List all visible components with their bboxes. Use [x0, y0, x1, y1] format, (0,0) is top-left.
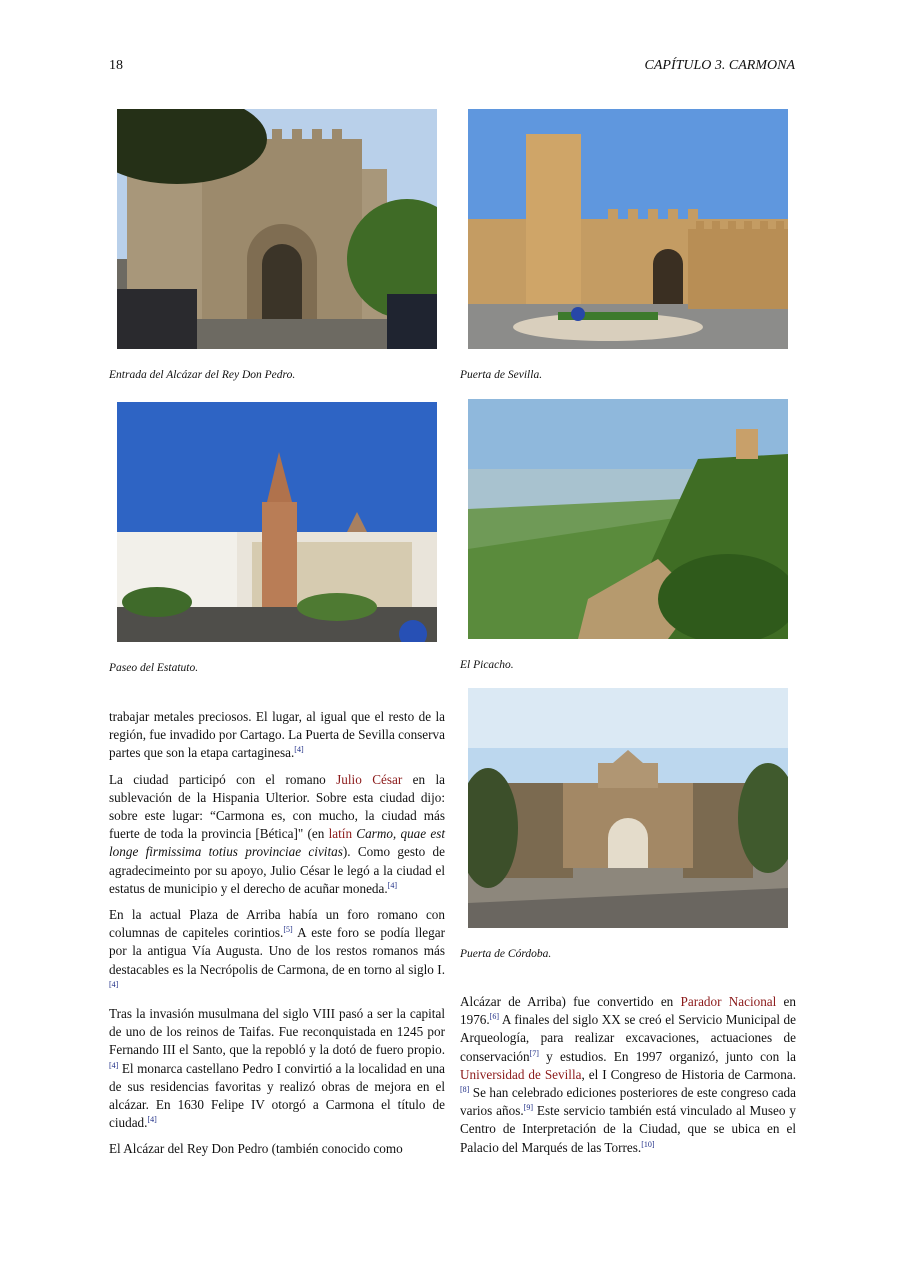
figure-caption: Puerta de Sevilla. [460, 369, 543, 381]
citation-link[interactable]: [9] [523, 1103, 533, 1113]
paragraph-muslim-invasion: Tras la invasión musulmana del siglo VIII pasó a ser la capital de uno de los reinos de Taifas. Fue reconquistada en 1245 por Fernando III el Santo, que la repobló y la dotó de fuero propio.[4] El monarca castellano Pedro I convirtió a la localidad en una de sus residencias favoritas y realizó obras de mejora en el alcázar. En 1630 Felipe IV otorgó a Carmona el título de ciudad.[4] [109, 1006, 445, 1131]
figure-caption: Paseo del Estatuto. [109, 662, 199, 674]
paragraph-alcazar: El Alcázar del Rey Don Pedro (también conocido como [109, 1141, 403, 1157]
citation-link[interactable]: [6] [489, 1012, 499, 1022]
citation-link[interactable]: [10] [641, 1139, 655, 1149]
latin-link[interactable]: latín [328, 826, 353, 842]
citation-link[interactable]: [4] [387, 880, 397, 890]
citation-link[interactable]: [4] [294, 745, 304, 755]
paragraph-parador: Alcázar de Arriba) fue convertido en Parador Nacional en 1976.[6] A finales del siglo XX se creó el Servicio Municipal de Arqueología, para realizar excavaciones, actuaciones de conservación[7] y estudios. En 1997 organizó, junto con la Universidad de Sevilla, el I Congreso de Historia de Carmona.[8] Se han celebrado ediciones posteriores de este congreso cada varios años.[9] Este servicio también está vinculado al Museo y Centro de Interpretación de la Ciudad, que se ubica en el Palacio del Marqués de las Torres.[10] [460, 994, 796, 1155]
figure-caption: Entrada del Alcázar del Rey Don Pedro. [109, 369, 296, 381]
photo-puerta-cordoba [468, 688, 788, 928]
paragraph-carthage: trabajar metales preciosos. El lugar, al igual que el resto de la región, fue invadido por Cartago. La Puerta de Sevilla conserva partes que son la etapa cartaginesa.[4] [109, 709, 445, 761]
page-number: 18 [109, 58, 123, 73]
citation-link[interactable]: [5] [283, 925, 293, 935]
right-text-column [460, 993, 796, 1165]
paragraph-roman-forum: En la actual Plaza de Arriba había un foro romano con columnas de capiteles corintios.[5] A este foro se podía llegar por la antigua Vía Augusta. Uno de los restos romanos más destacables es la Necrópolis de Carmona, de en torno al siglo I.[4] [109, 907, 445, 989]
citation-link[interactable]: [7] [529, 1048, 539, 1058]
julio-cesar-link[interactable]: Julio César [336, 771, 403, 787]
parador-nacional-link[interactable]: Parador Nacional [680, 994, 777, 1009]
photo-el-picacho [468, 399, 788, 639]
paragraph-julius-caesar: La ciudad participó con el romano Julio César en la sublevación de la Hispania Ulterior. Sobre esta ciudad dijo: sobre este lugar: “Carmona es, con mucho, la ciudad más fuerte de toda la provincia [Bética]" (en latín Carmo, quae est longe firmissima totius provinciae civitas). Como gesto de agradecimeinto por su apoyo, Julio César le legó a la ciudad el estatus de municipio y el derecho de acuñar moneda.[4] [109, 771, 445, 896]
citation-link[interactable]: [4] [109, 979, 119, 989]
photo-puerta-sevilla [468, 109, 788, 349]
universidad-sevilla-link[interactable]: Universidad de Sevilla [460, 1066, 582, 1082]
figure-caption: Puerta de Córdoba. [460, 948, 552, 960]
figure-caption: El Picacho. [460, 659, 514, 671]
photo-paseo-estatuto [117, 402, 437, 642]
chapter-heading: CAPÍTULO 3. CARMONA [644, 58, 795, 73]
citation-link[interactable]: [4] [147, 1115, 157, 1125]
citation-link[interactable]: [8] [460, 1085, 470, 1095]
latin-quote: Carmo, quae est longe firmissima totius provinciae civitas [109, 826, 445, 860]
left-text-column [109, 708, 445, 1167]
citation-link[interactable]: [4] [109, 1060, 119, 1070]
photo-alcazar-entrance [117, 109, 437, 349]
